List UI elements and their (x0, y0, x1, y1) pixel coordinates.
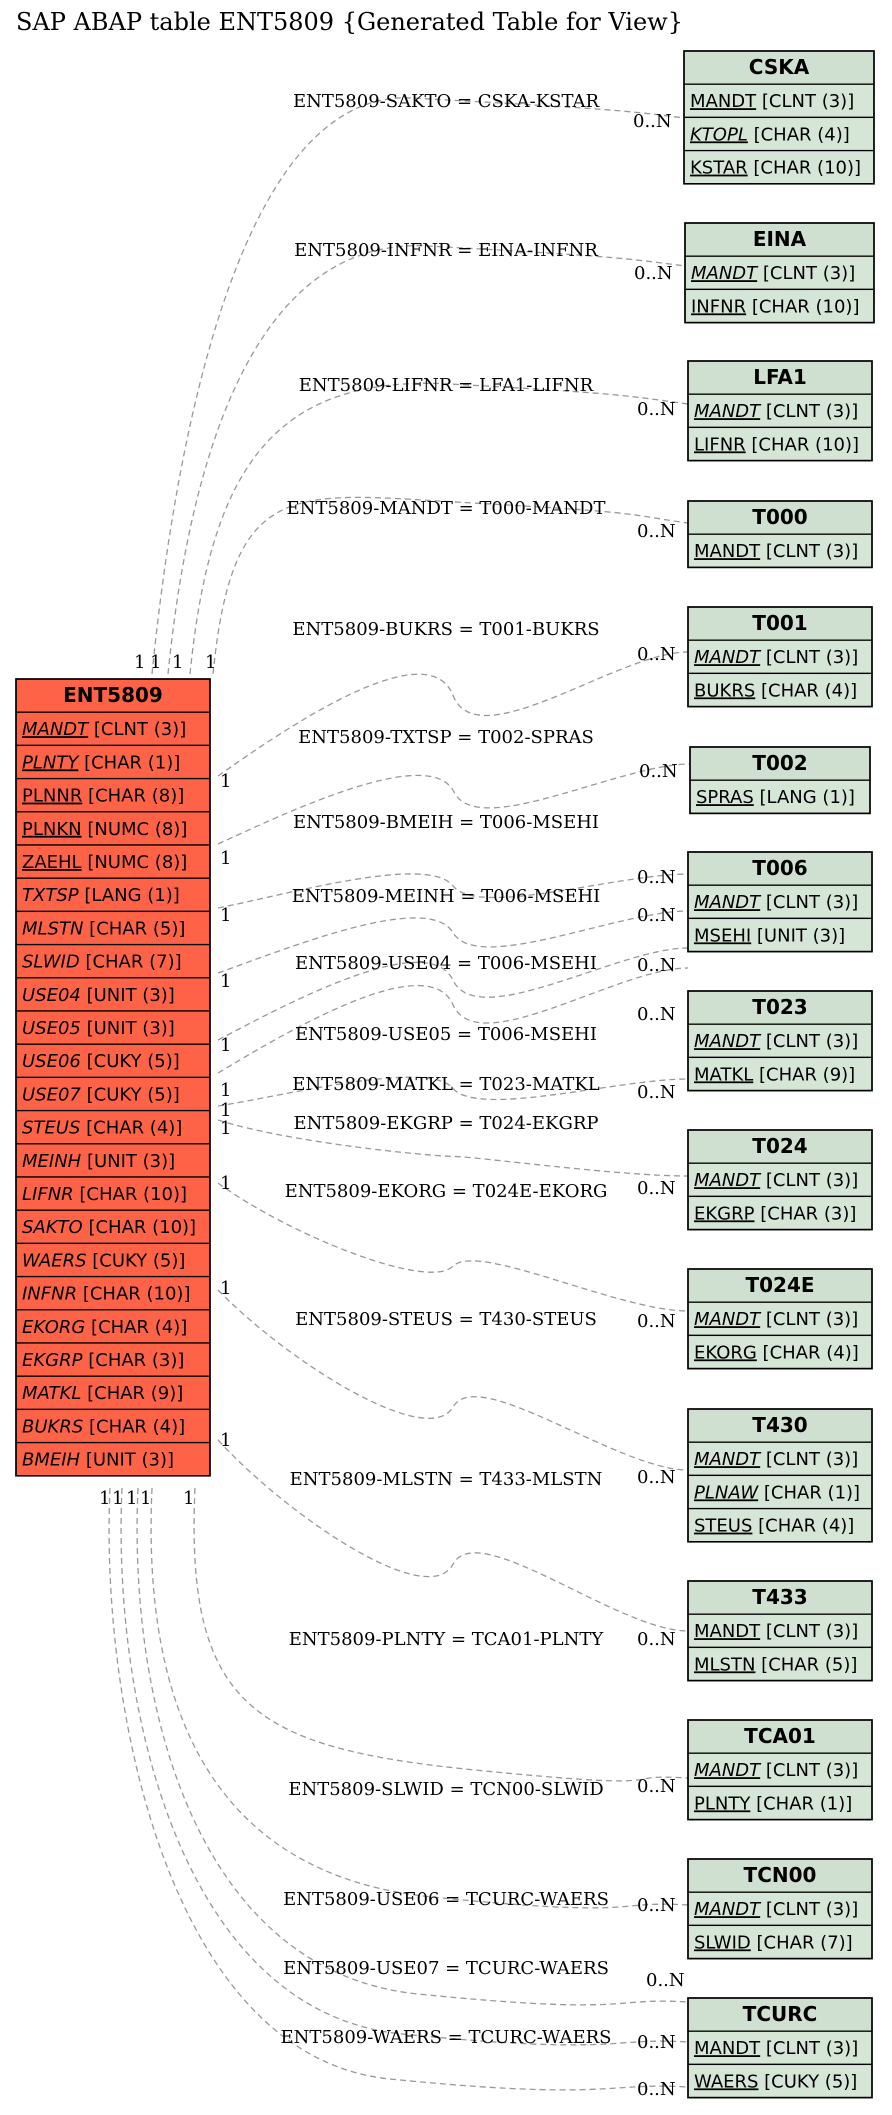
field-name: MANDT (694, 892, 761, 914)
field-slwid (694, 1932, 853, 1953)
field-name: SLWID (694, 1932, 751, 1954)
field-mandt (694, 1309, 858, 1330)
field-mandt (690, 91, 854, 112)
cardinality-to: 0..N (633, 111, 672, 132)
field-name: MANDT (694, 2038, 761, 2060)
cardinality-from: 1 (150, 652, 162, 673)
ref-table-tcn00[interactable] (688, 1859, 872, 1959)
field-name: PLNTY (22, 752, 79, 774)
field-type: [NUMC (8)] (81, 818, 188, 840)
ref-table-t002[interactable] (690, 747, 870, 813)
field-name: PLNAW (694, 1482, 759, 1504)
field-ktopl (690, 124, 850, 145)
field-msehi (694, 925, 845, 946)
field-type: [CHAR (9)] (753, 1064, 856, 1086)
cardinality-from: 1 (220, 1118, 232, 1139)
field-type: [CLNT (3)] (760, 1899, 859, 1921)
cardinality-to: 0..N (637, 867, 676, 888)
ref-table-t433[interactable] (688, 1581, 872, 1681)
field-type: [CLNT (3)] (760, 1621, 859, 1643)
field-type: [CHAR (4)] (83, 1416, 186, 1438)
field-type: [CHAR (7)] (79, 951, 182, 973)
cardinality-to: 0..N (637, 1311, 676, 1332)
cardinality-to: 0..N (637, 1895, 676, 1916)
field-type: [LANG (1)] (78, 885, 180, 907)
field-name: LIFNR (694, 434, 746, 456)
relation-label: ENT5809-SLWID = TCN00-SLWID (288, 1779, 604, 1800)
field-ekgrp (22, 1350, 184, 1371)
cardinality-from: 1 (220, 1278, 232, 1299)
field-name: PLNTY (694, 1793, 751, 1815)
cardinality-to: 0..N (637, 1776, 676, 1797)
field-txtsp (22, 885, 180, 906)
field-type: [CLNT (3)] (760, 1449, 859, 1471)
field-sakto (22, 1217, 196, 1238)
relation-label: ENT5809-MEINH = T006-MSEHI (291, 886, 601, 907)
field-mlstn (694, 1654, 857, 1675)
field-type: [CLNT (3)] (760, 1309, 859, 1331)
relation-label: ENT5809-TXTSP = T002-SPRAS (298, 727, 594, 748)
relation-label: ENT5809-MATKL = T023-MATKL (292, 1074, 600, 1095)
cardinality-from: 1 (220, 1080, 232, 1101)
cardinality-to: 0..N (637, 644, 676, 665)
relation-edge-17 (151, 1488, 688, 1908)
field-infnr (691, 296, 859, 317)
table-name: T024 (752, 1134, 808, 1158)
field-waers (694, 2071, 857, 2092)
field-name: USE05 (22, 1018, 81, 1039)
relation-label: ENT5809-STEUS = T430-STEUS (295, 1309, 597, 1330)
relation-label: ENT5809-EKORG = T024E-EKORG (284, 1181, 608, 1202)
field-name: EKGRP (22, 1350, 83, 1371)
ref-table-cska[interactable] (684, 51, 874, 184)
field-name: MANDT (694, 1031, 761, 1053)
table-name: ENT5809 (63, 683, 163, 707)
field-type: [CHAR (3)] (754, 1203, 857, 1225)
field-name: MANDT (694, 1899, 761, 1921)
field-type: [UNIT (3)] (80, 1018, 175, 1039)
field-mandt (691, 263, 855, 284)
field-name: STEUS (694, 1515, 753, 1537)
field-type: [CHAR (5)] (755, 1654, 858, 1676)
field-infnr (22, 1284, 190, 1305)
field-mandt (694, 647, 858, 668)
field-name: PLNKN (22, 818, 82, 840)
field-type: [CHAR (4)] (755, 680, 858, 702)
field-name: INFNR (22, 1283, 78, 1305)
relation-label: ENT5809-USE04 = T006-MSEHI (294, 953, 598, 974)
field-type: [CLNT (3)] (756, 91, 855, 113)
field-type: [CLNT (3)] (760, 647, 859, 669)
field-type: [CHAR (4)] (747, 124, 850, 146)
ref-table-t024[interactable] (688, 1130, 872, 1230)
field-type: [CLNT (3)] (760, 541, 859, 563)
field-type: [CLNT (3)] (760, 2038, 859, 2060)
field-type: [CHAR (10)] (747, 157, 862, 179)
field-name: MANDT (694, 401, 761, 423)
field-mandt (694, 1031, 858, 1052)
field-name: MATKL (22, 1383, 82, 1405)
field-mandt (22, 719, 186, 740)
field-steus (22, 1118, 182, 1139)
field-type: [CHAR (3)] (82, 1350, 185, 1371)
field-type: [CHAR (10)] (77, 1283, 191, 1305)
table-name: T001 (752, 611, 808, 635)
field-type: [CHAR (4)] (752, 1515, 855, 1537)
ref-table-t024e[interactable] (688, 1269, 872, 1369)
field-name: MANDT (694, 1449, 761, 1471)
ref-table-t006[interactable] (688, 852, 872, 952)
relation-label: ENT5809-PLNTY = TCA01-PLNTY (288, 1629, 604, 1650)
table-name: T000 (752, 505, 808, 529)
field-type: [CHAR (8)] (82, 785, 185, 807)
relation-edge-2 (168, 246, 685, 674)
field-bmeih (22, 1450, 174, 1471)
cardinality-from: 1 (112, 1488, 124, 1509)
field-mandt (694, 401, 858, 422)
relation-label: ENT5809-USE05 = T006-MSEHI (294, 1024, 598, 1045)
field-type: [CLNT (3)] (88, 719, 187, 741)
cardinality-to: 0..N (637, 2032, 676, 2053)
field-type: [LANG (1)] (753, 787, 855, 809)
field-bukrs (22, 1416, 185, 1437)
table-name: TCN00 (743, 1863, 817, 1887)
field-type: [CHAR (1)] (750, 1793, 853, 1815)
relation-label: ENT5809-USE06 = TCURC-WAERS (283, 1889, 609, 1910)
field-name: MANDT (694, 1170, 761, 1192)
field-name: MLSTN (22, 918, 84, 940)
field-name: PLNNR (22, 785, 83, 807)
field-type: [UNIT (3)] (81, 1150, 176, 1172)
field-type: [CHAR (10)] (746, 296, 860, 318)
field-name: MANDT (694, 541, 761, 563)
field-spras (696, 787, 855, 808)
field-type: [CHAR (1)] (78, 752, 181, 774)
field-type: [CUKY (5)] (80, 1084, 180, 1106)
field-type: [UNIT (3)] (80, 1449, 175, 1471)
field-name: MANDT (694, 1309, 761, 1331)
relation-label: ENT5809-BUKRS = T001-BUKRS (292, 619, 600, 640)
field-zaehl (22, 852, 187, 873)
table-name: TCURC (742, 2002, 818, 2026)
field-name: LIFNR (22, 1184, 74, 1205)
field-name: KTOPL (690, 124, 748, 146)
ref-table-tca01[interactable] (688, 1720, 872, 1820)
field-name: MATKL (694, 1064, 754, 1086)
cardinality-from: 1 (220, 1035, 232, 1056)
field-name: WAERS (22, 1250, 87, 1272)
field-matkl (22, 1383, 183, 1404)
relation-edge-18 (137, 1488, 688, 2005)
cardinality-to: 0..N (637, 2079, 676, 2100)
cardinality-from: 1 (134, 652, 146, 673)
field-name: WAERS (694, 2071, 759, 2093)
field-name: MEINH (22, 1150, 82, 1172)
cardinality-to: 0..N (637, 905, 676, 926)
field-name: EKORG (694, 1342, 757, 1364)
field-name: USE07 (22, 1084, 81, 1106)
field-type: [NUMC (8)] (81, 852, 188, 873)
cardinality-to: 0..N (646, 1970, 685, 1991)
cardinality-from: 1 (183, 1488, 195, 1509)
field-name: KSTAR (690, 157, 748, 179)
field-name: MANDT (694, 1760, 761, 1782)
field-name: MLSTN (694, 1654, 756, 1676)
relation-label: ENT5809-SAKTO = CSKA-KSTAR (292, 91, 600, 112)
field-waers (22, 1250, 185, 1271)
field-use06 (22, 1051, 180, 1072)
field-use04 (22, 985, 175, 1006)
relation-label: ENT5809-USE07 = TCURC-WAERS (283, 1958, 609, 1979)
cardinality-to: 0..N (637, 399, 676, 420)
field-mandt (694, 1760, 858, 1781)
table-name: EINA (752, 227, 807, 251)
field-name: MSEHI (694, 925, 752, 947)
field-use05 (22, 1018, 175, 1039)
field-name: BUKRS (694, 680, 756, 702)
relation-edge-13 (218, 1183, 688, 1311)
field-name: MANDT (690, 91, 757, 113)
ref-table-t000[interactable] (688, 501, 872, 567)
cardinality-from: 1 (220, 1430, 232, 1451)
cardinality-to: 0..N (637, 1178, 676, 1199)
field-lifnr (22, 1184, 187, 1205)
table-name: T430 (752, 1413, 808, 1437)
ref-table-tcurc[interactable] (688, 1998, 872, 2098)
field-meinh (22, 1151, 175, 1172)
field-mlstn (22, 918, 185, 939)
field-type: [UNIT (3)] (80, 984, 175, 1006)
field-mandt (694, 2038, 858, 2059)
ref-table-lfa1[interactable] (688, 361, 872, 461)
cardinality-from: 1 (220, 1100, 232, 1121)
field-name: BMEIH (22, 1449, 81, 1471)
field-name: MANDT (694, 647, 761, 669)
relation-label: ENT5809-LIFNR = LFA1-LIFNR (298, 375, 594, 396)
cardinality-from: 1 (99, 1488, 111, 1509)
field-steus (694, 1516, 854, 1537)
field-name: ZAEHL (22, 852, 82, 873)
field-ekorg (22, 1317, 187, 1338)
field-type: [CLNT (3)] (757, 263, 856, 285)
field-matkl (694, 1064, 855, 1085)
field-type: [CHAR (10)] (73, 1184, 188, 1205)
field-mandt (694, 1899, 858, 1920)
ref-table-t430[interactable] (688, 1409, 872, 1542)
field-type: [CHAR (10)] (82, 1217, 197, 1239)
field-name: SPRAS (696, 787, 754, 809)
cardinality-to: 0..N (637, 521, 676, 542)
field-type: [CHAR (4)] (756, 1342, 859, 1364)
relation-label: ENT5809-WAERS = TCURC-WAERS (280, 2027, 612, 2048)
field-name: MANDT (694, 1621, 761, 1643)
field-type: [UNIT (3)] (751, 925, 846, 947)
cardinality-to: 0..N (637, 1629, 676, 1650)
field-name: EKGRP (694, 1203, 755, 1225)
field-type: [CUKY (5)] (758, 2071, 858, 2093)
field-type: [CHAR (4)] (80, 1117, 183, 1139)
field-ekgrp (694, 1203, 856, 1224)
table-name: TCA01 (744, 1724, 816, 1748)
table-name: LFA1 (753, 365, 807, 389)
field-plnty (22, 752, 180, 773)
field-mandt (694, 1621, 858, 1642)
field-slwid (22, 952, 182, 973)
cardinality-to: 0..N (634, 263, 673, 284)
field-plnty (694, 1793, 852, 1814)
field-type: [CUKY (5)] (80, 1051, 180, 1073)
field-name: USE04 (22, 984, 81, 1006)
diagram-title: SAP ABAP table ENT5809 {Generated Table for View} (16, 8, 683, 36)
field-name: SLWID (22, 951, 80, 973)
field-kstar (690, 158, 861, 179)
table-name: T433 (752, 1585, 808, 1609)
table-name: CSKA (748, 55, 810, 79)
field-type: [CLNT (3)] (760, 1170, 859, 1192)
ref-table-eina[interactable] (685, 223, 874, 323)
field-name: INFNR (691, 296, 747, 318)
table-name: T024E (745, 1273, 815, 1297)
field-type: [CHAR (4)] (85, 1316, 188, 1338)
field-type: [CLNT (3)] (760, 892, 859, 914)
cardinality-from: 1 (220, 971, 232, 992)
cardinality-from: 1 (172, 652, 184, 673)
field-name: MANDT (22, 719, 89, 741)
relation-edge-5 (218, 652, 688, 776)
field-type: [CLNT (3)] (760, 401, 859, 423)
cardinality-from: 1 (220, 905, 232, 926)
field-ekorg (694, 1342, 859, 1363)
cardinality-to: 0..N (637, 1082, 676, 1103)
cardinality-to: 0..N (637, 955, 676, 976)
field-lifnr (694, 434, 859, 455)
field-plnnr (22, 786, 184, 807)
field-mandt (694, 1170, 858, 1191)
relation-label: ENT5809-INFNR = EINA-INFNR (294, 240, 598, 261)
field-type: [CHAR (5)] (83, 918, 186, 940)
relation-label: ENT5809-EKGRP = T024-EKGRP (293, 1113, 599, 1134)
field-plnkn (22, 819, 187, 840)
cardinality-from: 1 (220, 1173, 232, 1194)
field-name: TXTSP (22, 885, 79, 907)
field-use07 (22, 1084, 180, 1105)
field-type: [CHAR (10)] (745, 434, 860, 456)
table-name: T023 (752, 995, 808, 1019)
ref-table-t023[interactable] (688, 991, 872, 1091)
cardinality-to: 0..N (637, 1004, 676, 1025)
field-name: USE06 (22, 1051, 81, 1073)
field-type: [CLNT (3)] (760, 1031, 859, 1053)
relation-edge-4 (213, 497, 688, 674)
field-type: [CHAR (7)] (750, 1932, 853, 1954)
table-name: T006 (752, 856, 808, 880)
relation-edge-10 (218, 968, 688, 1073)
field-type: [CLNT (3)] (760, 1760, 859, 1782)
field-mandt (694, 1449, 858, 1470)
field-type: [CHAR (1)] (758, 1482, 861, 1504)
table-name: T002 (752, 751, 808, 775)
relation-label: ENT5809-BMEIH = T006-MSEHI (292, 812, 600, 833)
field-name: BUKRS (22, 1416, 84, 1438)
relation-label: ENT5809-MLSTN = T433-MLSTN (289, 1469, 603, 1490)
field-type: [CUKY (5)] (86, 1250, 186, 1272)
main-table-ent5809[interactable] (16, 679, 210, 1476)
cardinality-from: 1 (140, 1488, 152, 1509)
field-bukrs (694, 680, 857, 701)
field-mandt (694, 541, 858, 562)
field-name: SAKTO (22, 1217, 83, 1239)
cardinality-from: 1 (126, 1488, 138, 1509)
ref-table-t001[interactable] (688, 607, 872, 707)
field-mandt (694, 892, 858, 913)
field-plnaw (694, 1482, 860, 1503)
relation-label: ENT5809-MANDT = T000-MANDT (286, 498, 606, 519)
cardinality-to: 0..N (639, 761, 678, 782)
field-name: EKORG (22, 1316, 86, 1338)
cardinality-from: 1 (220, 771, 232, 792)
cardinality-to: 0..N (637, 1467, 676, 1488)
cardinality-from: 1 (220, 848, 232, 869)
field-name: MANDT (691, 263, 758, 285)
cardinality-from: 1 (205, 652, 217, 673)
field-type: [CHAR (9)] (81, 1383, 184, 1405)
field-name: STEUS (22, 1117, 81, 1139)
